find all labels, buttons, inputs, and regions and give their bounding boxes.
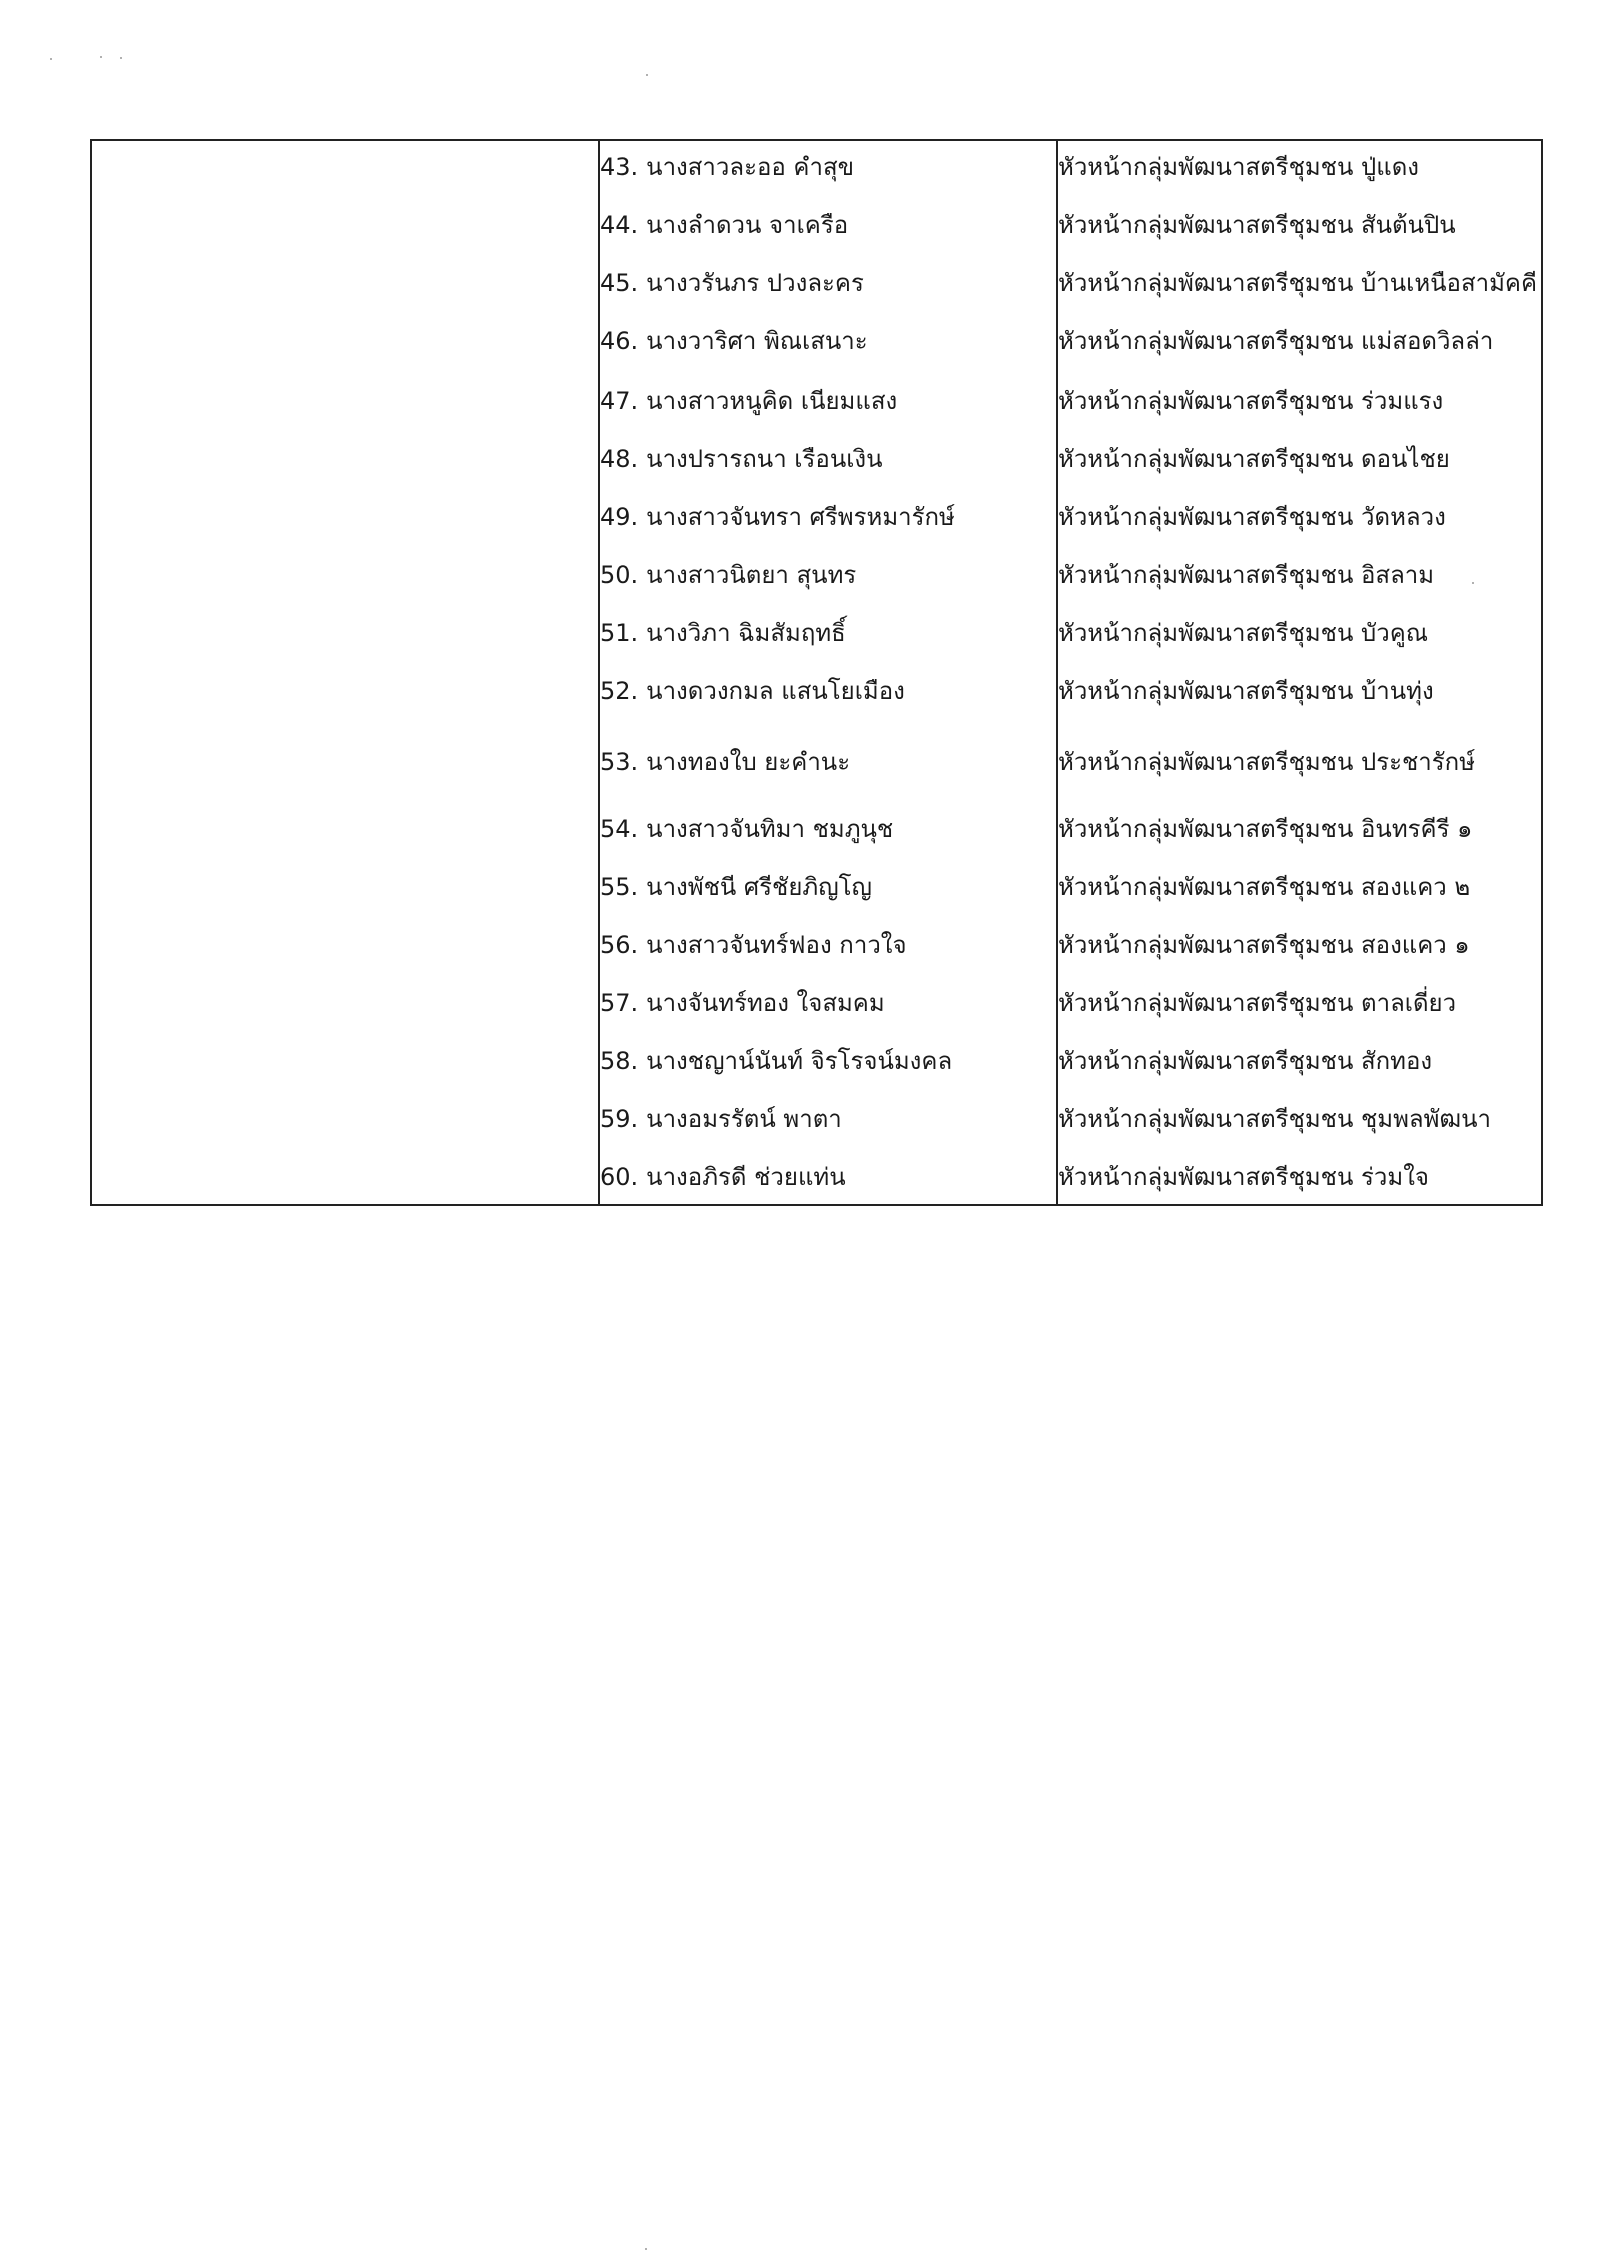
entry-role: หัวหน้ากลุ่มพัฒนาสตรีชุมชน สองแคว ๒ bbox=[1058, 873, 1471, 901]
entry-name-cell bbox=[600, 312, 868, 370]
entry-number: 47. bbox=[600, 387, 639, 415]
entry-name-cell bbox=[600, 430, 883, 488]
entry-name-cell bbox=[600, 974, 885, 1032]
entry-name: นางพัชนี ศรีชัยภิญโญ bbox=[646, 873, 873, 901]
entry-number: 51. bbox=[600, 619, 639, 647]
entry-number: 57. bbox=[600, 989, 639, 1017]
empty-column bbox=[92, 141, 600, 1204]
entry-role: หัวหน้ากลุ่มพัฒนาสตรีชุมชน อินทรคีรี ๑ bbox=[1058, 815, 1473, 843]
entry-name-cell bbox=[600, 858, 872, 916]
entry-name: นางจันทร์ทอง ใจสมคม bbox=[646, 989, 885, 1017]
entry-role: หัวหน้ากลุ่มพัฒนาสตรีชุมชน บัวคูณ bbox=[1058, 619, 1429, 647]
entry-number: 58. bbox=[600, 1047, 639, 1075]
entry-name-cell bbox=[600, 662, 905, 720]
entry-name-cell bbox=[600, 1090, 842, 1148]
entry-name: นางสาวละออ คำสุข bbox=[646, 153, 855, 181]
entry-role: หัวหน้ากลุ่มพัฒนาสตรีชุมชน บ้านเหนือสามัคคี bbox=[1058, 269, 1538, 297]
entry-name: นางดวงกมล แสนโยเมือง bbox=[646, 677, 905, 705]
entry-name-cell bbox=[600, 1032, 952, 1090]
entry-name-cell bbox=[600, 916, 907, 974]
entry-name: นางชญาน์นันท์ จิรโรจน์มงคล bbox=[646, 1047, 953, 1075]
entry-number: 60. bbox=[600, 1163, 639, 1191]
entry-name-cell bbox=[600, 488, 955, 546]
entry-name: นางวาริศา พิณเสนาะ bbox=[646, 327, 868, 355]
speck bbox=[100, 56, 102, 58]
entry-number: 49. bbox=[600, 503, 639, 531]
entry-role: หัวหน้ากลุ่มพัฒนาสตรีชุมชน สักทอง bbox=[1058, 1047, 1433, 1075]
entry-number: 50. bbox=[600, 561, 639, 589]
entry-role: หัวหน้ากลุ่มพัฒนาสตรีชุมชน ชุมพลพัฒนา bbox=[1058, 1105, 1492, 1133]
entry-number: 59. bbox=[600, 1105, 639, 1133]
entry-name-cell bbox=[600, 733, 850, 791]
speck bbox=[645, 2248, 647, 2250]
entry-role: หัวหน้ากลุ่มพัฒนาสตรีชุมชน สันต้นปิน bbox=[1058, 211, 1456, 239]
entry-role: หัวหน้ากลุ่มพัฒนาสตรีชุมชน บ้านทุ่ง bbox=[1058, 677, 1434, 705]
entry-name: นางลำดวน จาเครือ bbox=[646, 211, 849, 239]
entry-name: นางสาวหนูคิด เนียมแสง bbox=[646, 387, 898, 415]
entry-name: นางปรารถนา เรือนเงิน bbox=[646, 445, 883, 473]
entry-name-cell bbox=[600, 196, 848, 254]
speck bbox=[50, 58, 52, 60]
entry-name: นางสาวจันทร์ฟอง กาวใจ bbox=[646, 931, 907, 959]
entry-name: นางวิภา ฉิมสัมฤทธิ์ bbox=[646, 619, 846, 647]
entry-name-cell bbox=[600, 546, 856, 604]
entry-role: หัวหน้ากลุ่มพัฒนาสตรีชุมชน ปู่แดง bbox=[1058, 153, 1420, 181]
entry-name-cell bbox=[600, 604, 846, 662]
entry-role: หัวหน้ากลุ่มพัฒนาสตรีชุมชน แม่สอดวิลล่า bbox=[1058, 327, 1494, 355]
entry-number: 55. bbox=[600, 873, 639, 901]
entry-name: นางอมรรัตน์ พาตา bbox=[646, 1105, 842, 1133]
entry-name-cell bbox=[600, 800, 893, 858]
entry-name-cell bbox=[600, 1148, 846, 1206]
entry-role: หัวหน้ากลุ่มพัฒนาสตรีชุมชน วัดหลวง bbox=[1058, 503, 1446, 531]
entry-role: หัวหน้ากลุ่มพัฒนาสตรีชุมชน สองแคว ๑ bbox=[1058, 931, 1470, 959]
entry-number: 48. bbox=[600, 445, 639, 473]
entry-name: นางสาวจันทรา ศรีพรหมารักษ์ bbox=[646, 503, 955, 531]
entry-number: 56. bbox=[600, 931, 639, 959]
speck bbox=[646, 74, 648, 76]
entry-number: 43. bbox=[600, 153, 639, 181]
entry-name: นางสาวจันทิมา ชมภูนุช bbox=[646, 815, 894, 843]
entry-name-cell bbox=[600, 254, 864, 312]
entry-role: หัวหน้ากลุ่มพัฒนาสตรีชุมชน ประชารักษ์ bbox=[1058, 748, 1476, 776]
entry-role: หัวหน้ากลุ่มพัฒนาสตรีชุมชน ร่วมใจ bbox=[1058, 1163, 1429, 1191]
entry-number: 52. bbox=[600, 677, 639, 705]
speck bbox=[120, 57, 122, 59]
entry-role: หัวหน้ากลุ่มพัฒนาสตรีชุมชน ตาลเดี่ยว bbox=[1058, 989, 1457, 1017]
entry-name: นางวรันภร ปวงละคร bbox=[646, 269, 864, 297]
entry-name-cell bbox=[600, 138, 854, 196]
entry-number: 44. bbox=[600, 211, 639, 239]
entry-role: หัวหน้ากลุ่มพัฒนาสตรีชุมชน ดอนไชย bbox=[1058, 445, 1450, 473]
entry-name: นางอภิรดี ช่วยแท่น bbox=[646, 1163, 846, 1191]
entry-name: นางสาวนิตยา สุนทร bbox=[646, 561, 857, 589]
entry-number: 46. bbox=[600, 327, 639, 355]
entry-number: 53. bbox=[600, 748, 639, 776]
entry-name-cell bbox=[600, 372, 897, 430]
entry-name: นางทองใบ ยะคำนะ bbox=[646, 748, 851, 776]
entry-role: หัวหน้ากลุ่มพัฒนาสตรีชุมชน ร่วมแรง bbox=[1058, 387, 1444, 415]
entry-number: 54. bbox=[600, 815, 639, 843]
entry-number: 45. bbox=[600, 269, 639, 297]
entry-role: หัวหน้ากลุ่มพัฒนาสตรีชุมชน อิสลาม bbox=[1058, 561, 1435, 589]
